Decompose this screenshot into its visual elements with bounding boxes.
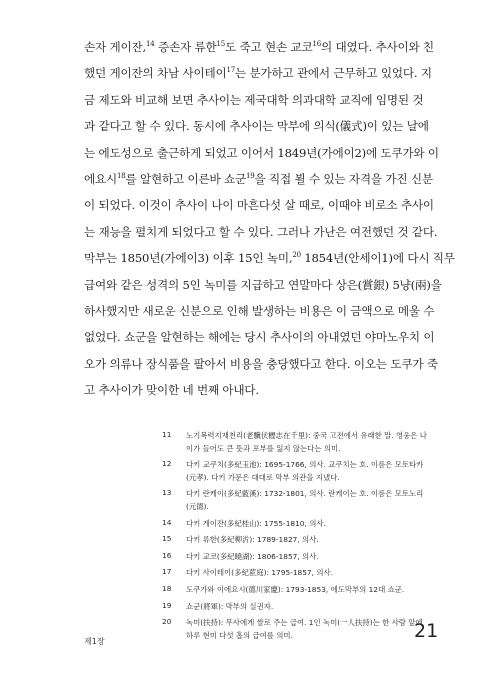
- footnote-line: 녹미(扶持): 무사에게 쌀로 주는 급여. 1인 녹미(一人扶持)는 한 사람 앞에: [186, 618, 423, 628]
- footnote-ref: 17: [226, 66, 235, 75]
- footnote-ref: 15: [216, 40, 225, 48]
- footnote-line: 다키 사이테이(多紀茝庭): 1795-1857, 의사.: [186, 568, 333, 578]
- body-line: [84, 192, 436, 218]
- body-text-run: 1854년(안세이1)에 다시 직무: [300, 251, 455, 266]
- page-number: 21: [414, 620, 439, 642]
- footnote: [162, 601, 440, 614]
- footnote-line: (元德).: [186, 501, 209, 511]
- footnote-line: 하루 현미 다섯 홉의 급여를 의미.: [186, 630, 293, 640]
- footnote-line: 다키 교쿠치(多紀玉池): 1695-1766, 의사. 교쿠치는 호. 이름은 모토타카: [186, 460, 424, 470]
- body-text-run: 손자 게이잔,: [84, 40, 146, 54]
- footnote-text: [186, 567, 440, 580]
- footnote-line: 도쿠가와 이에요시(德川家慶): 1793-1853, 에도막부의 12대 쇼군.: [186, 584, 405, 594]
- footnote: [162, 551, 440, 564]
- footnote-text: [186, 430, 440, 455]
- body-text-run: 오가 의류나 장식품을 팔아서 비용을 충당했다고 한다. 이오는 도쿠가 죽: [84, 356, 438, 371]
- body-text-run: 했던 게이잔의 차남 사이테이: [84, 66, 227, 81]
- footnote-number: 12: [162, 459, 172, 469]
- body-text-run: 고 추사이가 맞이한 네 번째 아내다.: [84, 383, 259, 398]
- body-line: [84, 298, 436, 324]
- footnote-line: (元孝). 다키 가문은 대대로 막부 의관을 지냈다.: [186, 472, 340, 482]
- footnote: [162, 430, 440, 455]
- body-text-run: 급여와 같은 성격의 5인 녹미를 지급하고 연말마다 상은(賞銀) 5냥(兩)을: [84, 277, 442, 292]
- footnote-number: 15: [162, 534, 172, 544]
- footnote: [162, 518, 440, 531]
- footnote: [162, 584, 440, 597]
- footnote: [162, 534, 440, 547]
- body-line: [84, 113, 436, 139]
- body-line: [84, 34, 436, 60]
- footnote-number: 19: [162, 600, 172, 610]
- footnote-number: 14: [162, 517, 172, 527]
- body-text-run: 증손자 류한: [154, 40, 217, 54]
- footnote-line: 다키 류한(多紀柳沜): 1789-1827, 의사.: [186, 535, 319, 545]
- footnote-text: [186, 534, 440, 547]
- body-text: [84, 34, 455, 404]
- body-text-run: 에요시: [84, 172, 117, 187]
- body-text-run: 도 죽고 현손 교코: [225, 40, 313, 54]
- body-line: [84, 166, 436, 192]
- footnote: [162, 459, 440, 484]
- body-text-run: 이 되었다. 이것이 추사이 나이 마흔다섯 살 때로, 이때야 비로소 추사이: [84, 198, 434, 213]
- footnote-text: [186, 551, 440, 564]
- footnote-text: [186, 459, 440, 484]
- chapter-label: 제1장: [84, 637, 105, 646]
- footnote: [162, 617, 440, 642]
- footnote-ref: 14: [145, 40, 155, 48]
- footnote: [162, 488, 440, 513]
- body-line: [84, 87, 436, 113]
- body-line: [84, 351, 436, 377]
- body-text-run: 하사했지만 새로운 신분으로 인해 발생하는 비용은 이 금액으로 메울 수: [84, 304, 435, 319]
- body-text-run: 를 알현하고 이른바 쇼군: [125, 172, 246, 187]
- footnote-ref: 20: [292, 251, 301, 260]
- footnote-text: [186, 488, 440, 513]
- footnote-line: 이가 들어도 큰 뜻과 포부를 잃지 않는다는 의미.: [186, 443, 341, 453]
- body-text-run: 막부는 1850년(가에이3) 이후 15인 녹미,: [84, 251, 293, 266]
- body-line: [84, 245, 455, 271]
- body-text-run: 는 분가하고 관에서 근무하고 있었다. 지: [234, 66, 432, 81]
- footnote-number: 20: [162, 617, 172, 627]
- body-line: [84, 272, 442, 298]
- body-line: [84, 377, 436, 403]
- body-text-run: 는 재능을 펼치게 되었다고 할 수 있다. 그러나 가난은 여전했던 것 같다.: [84, 224, 438, 239]
- footnote-number: 17: [162, 567, 172, 577]
- footnote-number: 11: [162, 430, 172, 439]
- body-text-run: 과 같다고 할 수 있다. 동시에 추사이는 막부에 의식(儀式)이 있는 날에: [84, 119, 429, 134]
- footnote: [162, 567, 440, 580]
- body-text-run: 을 직접 뵐 수 있는 자격을 가진 신분: [254, 172, 433, 187]
- footnote-text: [186, 617, 440, 642]
- footnote-number: 13: [162, 488, 172, 498]
- body-text-run: 의 대였다. 추사이와 친: [320, 40, 434, 54]
- body-line: [84, 60, 436, 86]
- footnote-ref: 18: [117, 172, 126, 181]
- body-line: [84, 140, 439, 166]
- footnote-text: [186, 518, 440, 531]
- footnote-number: 16: [162, 550, 172, 560]
- body-text-run: 는 에도성으로 출근하게 되었고 이어서 1849년(가에이2)에 도쿠가와 이: [84, 145, 439, 160]
- footnotes: [162, 430, 440, 646]
- footnote-line: 다키 란케이(多紀藍溪): 1732-1801, 의사. 란케이는 호. 이름은 모토노리: [186, 489, 424, 499]
- footnote-line: 쇼군(將軍): 막부의 실권자.: [186, 601, 274, 611]
- body-line: [84, 324, 436, 350]
- footnote-line: 다키 게이잔(多紀桂山): 1755-1810, 의사.: [186, 518, 326, 528]
- footnote-line: 다키 교코(多紀曉湖): 1806-1857, 의사.: [186, 551, 319, 561]
- footnote-number: 18: [162, 583, 172, 593]
- footnote-ref: 16: [312, 40, 321, 48]
- footnote-line: 노기복력지재천리(老驥伏櫪志在千里): 중국 고전에서 유래한 말. 영웅은 나: [186, 431, 427, 440]
- body-text-run: 없었다. 쇼군을 알현하는 해에는 당시 추사이의 아내였던 야마노우치 이: [84, 330, 435, 345]
- footnote-text: [186, 584, 440, 597]
- footnote-text: [186, 601, 440, 614]
- footnote-ref: 19: [245, 172, 255, 181]
- body-line: [84, 219, 436, 245]
- body-text-run: 금 제도와 비교해 보면 추사이는 제국대학 의과대학 교직에 임명된 것: [84, 92, 424, 107]
